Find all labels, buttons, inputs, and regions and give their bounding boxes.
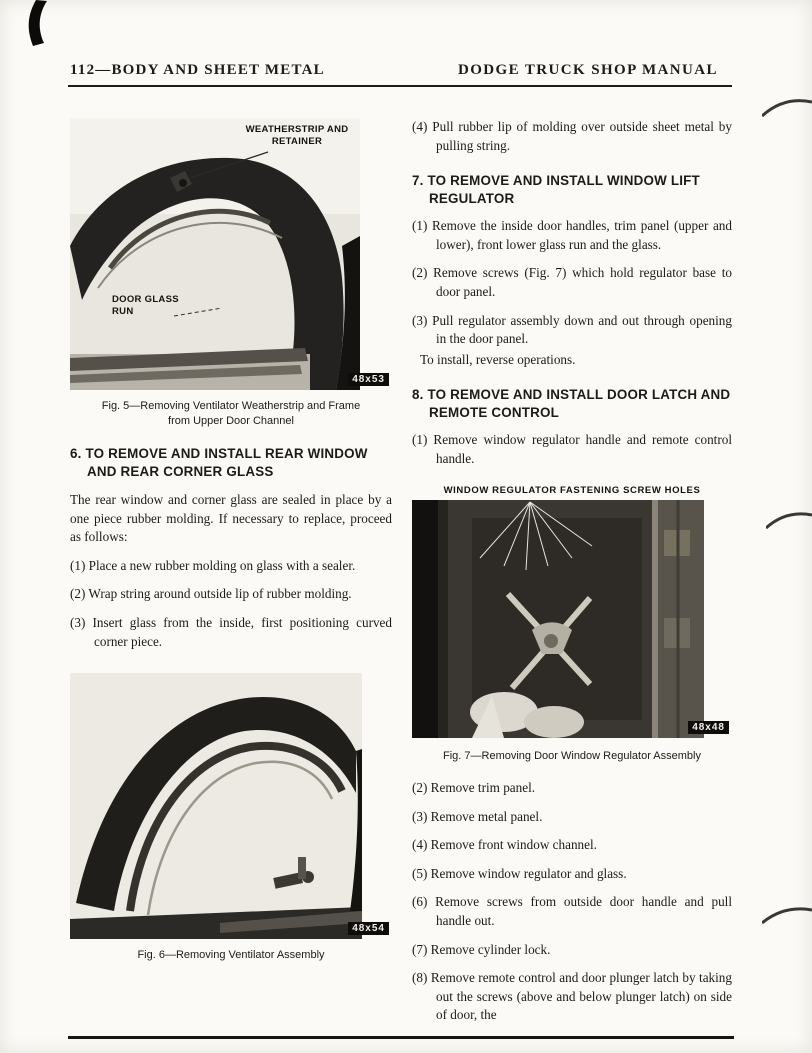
figure6-photo-code: 48x54: [348, 922, 389, 935]
procedure-step: (2) Remove screws (Fig. 7) which hold regulator base to door panel.: [412, 265, 732, 299]
page-header-right: DODGE TRUCK SHOP MANUAL: [458, 62, 718, 78]
procedure-step: (4) Pull rubber lip of molding over outside sheet metal by pulling string.: [412, 119, 732, 153]
figure-5: [70, 118, 392, 390]
procedure-step: (3) Remove metal panel.: [412, 808, 543, 824]
procedure-step: (6) Remove screws from outside door handle and pull handle out.: [412, 894, 732, 928]
figure5-label-weatherstrip: WEATHERSTRIP AND RETAINER: [245, 124, 349, 147]
right-column: [412, 118, 732, 1025]
procedure-step: (1) Remove window regulator handle and remote control handle.: [412, 432, 732, 466]
procedure-step: (3) Pull regulator assembly down and out through opening in the door panel.: [412, 312, 732, 347]
header-rule: [68, 85, 732, 87]
procedure-step: (4) Remove front window channel.: [412, 837, 597, 853]
scan-artifact-page-curl-3: [762, 902, 812, 933]
procedure-step: (2) Remove trim panel.: [412, 780, 536, 796]
section-heading-6: 6. TO REMOVE AND INSTALL REAR WINDOW AND REAR CORNER GLASS: [70, 446, 368, 479]
procedure-step: (5) Remove window regulator and glass.: [412, 865, 627, 881]
section6-intro: The rear window and corner glass are sealed in place by a one piece rubber molding. If necessary to replace, proceed as follows:: [70, 492, 392, 545]
section-heading-8: 8. TO REMOVE AND INSTALL DOOR LATCH AND REMOTE CONTROL: [412, 387, 731, 420]
scan-artifact-corner-mark: [26, 0, 54, 53]
page-header-left: 112—BODY AND SHEET METAL: [70, 62, 325, 78]
figure7-top-label: WINDOW REGULATOR FASTENING SCREW HOLES: [443, 484, 701, 496]
figure5-label-door-glass-run: DOOR GLASS RUN: [112, 294, 179, 317]
footer-rule: [68, 1036, 734, 1039]
section-heading-7: 7. TO REMOVE AND INSTALL WINDOW LIFT REGULATOR: [412, 173, 700, 206]
figure7-caption: Fig. 7—Removing Door Window Regulator Assembly: [443, 749, 701, 762]
figure-6: [70, 673, 392, 939]
scan-artifact-page-curl-2: [766, 508, 812, 537]
figure7-photo: [412, 500, 704, 738]
procedure-step: (8) Remove remote control and door plunger latch by taking out the screws (above and below plunger latch) on side of door, the: [412, 970, 732, 1023]
figure6-photo: [70, 673, 362, 939]
procedure-step: (2) Wrap string around outside lip of rubber molding.: [70, 586, 352, 602]
scan-artifact-page-curl-1: [762, 94, 812, 125]
figure5-photo-code: 48x53: [348, 373, 389, 386]
procedure-step: (1) Remove the inside door handles, trim panel (upper and lower), front lower glass run and the glass.: [412, 218, 732, 252]
figure6-caption: Fig. 6—Removing Ventilator Assembly: [137, 949, 325, 962]
install-note: To install, reverse operations.: [420, 351, 576, 367]
figure5-caption: Fig. 5—Removing Ventilator Weatherstrip and Frame from Upper Door Channel: [101, 400, 361, 427]
figure7-photo-code: 48x48: [688, 721, 729, 734]
left-column: [70, 118, 392, 963]
procedure-step: (7) Remove cylinder lock.: [412, 941, 551, 957]
figure-7: [412, 485, 732, 738]
procedure-step: (3) Insert glass from the inside, first positioning curved corner piece.: [70, 614, 392, 649]
figure5-photo: [70, 118, 360, 390]
procedure-step: (1) Place a new rubber molding on glass with a sealer.: [70, 557, 356, 573]
